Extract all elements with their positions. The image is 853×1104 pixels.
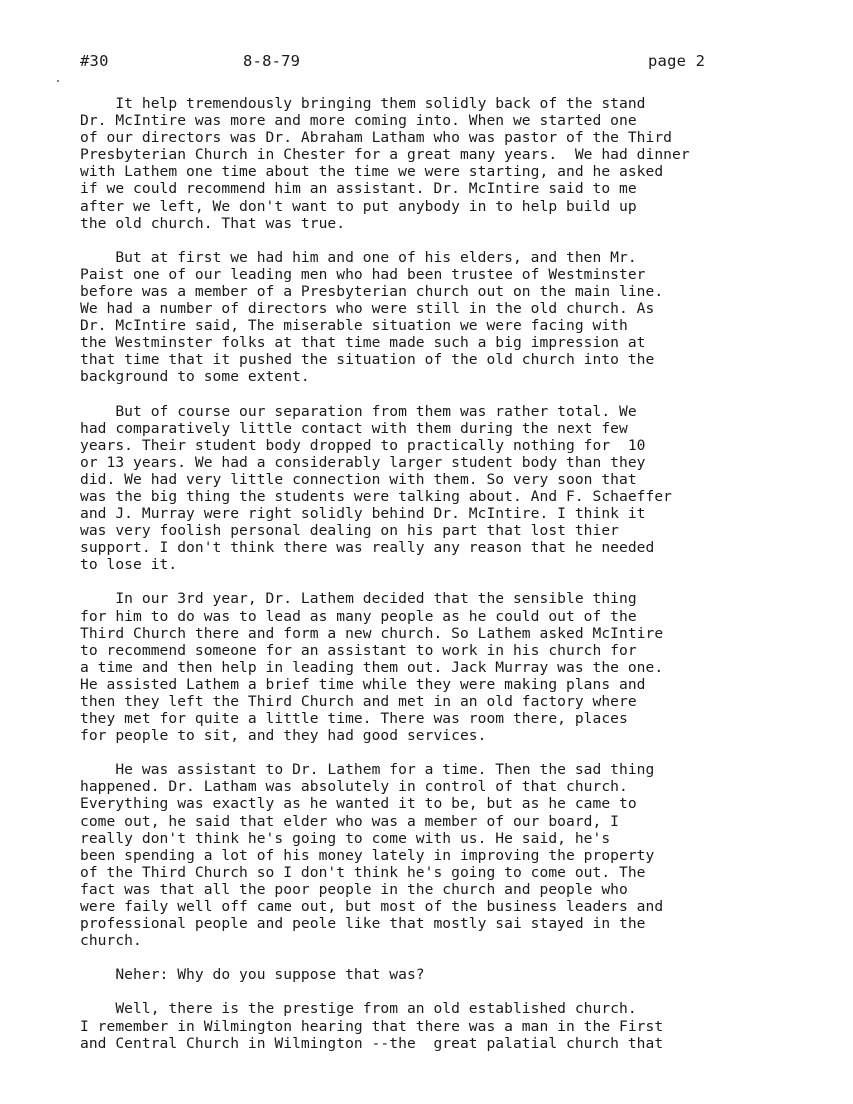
text-line: they met for quite a little time. There was room there, places [80, 710, 628, 728]
text-line: professional people and peole like that mostly sai stayed in the [80, 915, 646, 933]
text-line: before was a member of a Presbyterian church out on the main line. [80, 282, 664, 300]
text-line: Dr. McIntire was more and more coming into. When we started one [80, 112, 637, 130]
document-date: 8-8-79 [243, 52, 301, 70]
text-line: Well, there is the prestige from an old established church. [80, 1000, 637, 1018]
stray-mark [57, 80, 59, 82]
text-line: and Central Church in Wilmington --the great palatial church that [80, 1034, 664, 1052]
text-line: But of course our separation from them was rather total. We [80, 402, 637, 420]
text-line: He was assistant to Dr. Lathem for a time. Then the sad thing [80, 761, 655, 779]
text-line: or 13 years. We had a considerably larger student body than they [80, 453, 646, 471]
text-line: Dr. McIntire said, The miserable situation we were facing with [80, 317, 628, 335]
text-line: happened. Dr. Latham was absolutely in control of that church. [80, 778, 628, 796]
text-line: were faily well off came out, but most of the business leaders and [80, 898, 664, 916]
text-line: of our directors was Dr. Abraham Latham who was pastor of the Third [80, 129, 673, 147]
text-line: We had a number of directors who were still in the old church. As [80, 300, 655, 318]
text-line: support. I don't think there was really any reason that he needed [80, 539, 655, 557]
text-line: background to some extent. [80, 368, 310, 386]
text-line: Everything was exactly as he wanted it to be, but as he came to [80, 795, 637, 813]
paragraph [80, 95, 850, 232]
paragraph [80, 403, 850, 574]
text-line: In our 3rd year, Dr. Lathem decided that the sensible thing [80, 590, 637, 608]
text-line: Third Church there and form a new church. So Lathem asked McIntire [80, 624, 664, 642]
transcript-body [80, 95, 850, 1069]
paragraph [80, 590, 850, 744]
paragraph [80, 1000, 850, 1051]
text-line: to lose it. [80, 556, 178, 574]
text-line: church. [80, 932, 142, 950]
text-line: Neher: Why do you suppose that was? [80, 966, 425, 984]
text-line: Presbyterian Church in Chester for a great many years. We had dinner [80, 146, 690, 164]
text-line: I remember in Wilmington hearing that there was a man in the First [80, 1017, 664, 1035]
text-line: fact was that all the poor people in the church and people who [80, 880, 628, 898]
text-line: come out, he said that elder who was a member of our board, I [80, 812, 620, 830]
text-line: the Westminster folks at that time made such a big impression at [80, 334, 646, 352]
paragraph [80, 249, 850, 386]
text-line: and J. Murray were right solidly behind Dr. McIntire. I think it [80, 505, 646, 523]
text-line: to recommend someone for an assistant to work in his church for [80, 641, 637, 659]
text-line: for people to sit, and they had good services. [80, 727, 487, 745]
text-line: But at first we had him and one of his elders, and then Mr. [80, 248, 637, 266]
text-line: was the big thing the students were talking about. And F. Schaeffer [80, 487, 673, 505]
text-line: a time and then help in leading them out. Jack Murray was the one. [80, 658, 664, 676]
text-line: really don't think he's going to come with us. He said, he's [80, 829, 611, 847]
page-number-label: #30 [80, 52, 109, 70]
text-line: for him to do was to lead as many people as he could out of the [80, 607, 637, 625]
text-line: years. Their student body dropped to practically nothing for 10 [80, 436, 646, 454]
paragraph [80, 761, 850, 949]
text-line: did. We had very little connection with them. So very soon that [80, 470, 637, 488]
text-line: after we left, We don't want to put anybody in to help build up [80, 197, 637, 215]
text-line: of the Third Church so I don't think he's going to come out. The [80, 863, 646, 881]
text-line: with Lathem one time about the time we were starting, and he asked [80, 163, 664, 181]
text-line: had comparatively little contact with them during the next few [80, 419, 628, 437]
text-line: been spending a lot of his money lately in improving the property [80, 846, 655, 864]
text-line: was very foolish personal dealing on his part that lost thier [80, 522, 620, 540]
page-indicator: page 2 [648, 52, 706, 70]
text-line: that time that it pushed the situation of the old church into the [80, 351, 655, 369]
text-line: It help tremendously bringing them solidly back of the stand [80, 95, 646, 112]
text-line: Paist one of our leading men who had been trustee of Westminster [80, 265, 646, 283]
text-line: He assisted Lathem a brief time while they were making plans and [80, 675, 646, 693]
paragraph [80, 966, 850, 983]
text-line: then they left the Third Church and met in an old factory where [80, 693, 637, 710]
text-line: if we could recommend him an assistant. Dr. McIntire said to me [80, 180, 637, 198]
text-line: the old church. That was true. [80, 214, 346, 232]
